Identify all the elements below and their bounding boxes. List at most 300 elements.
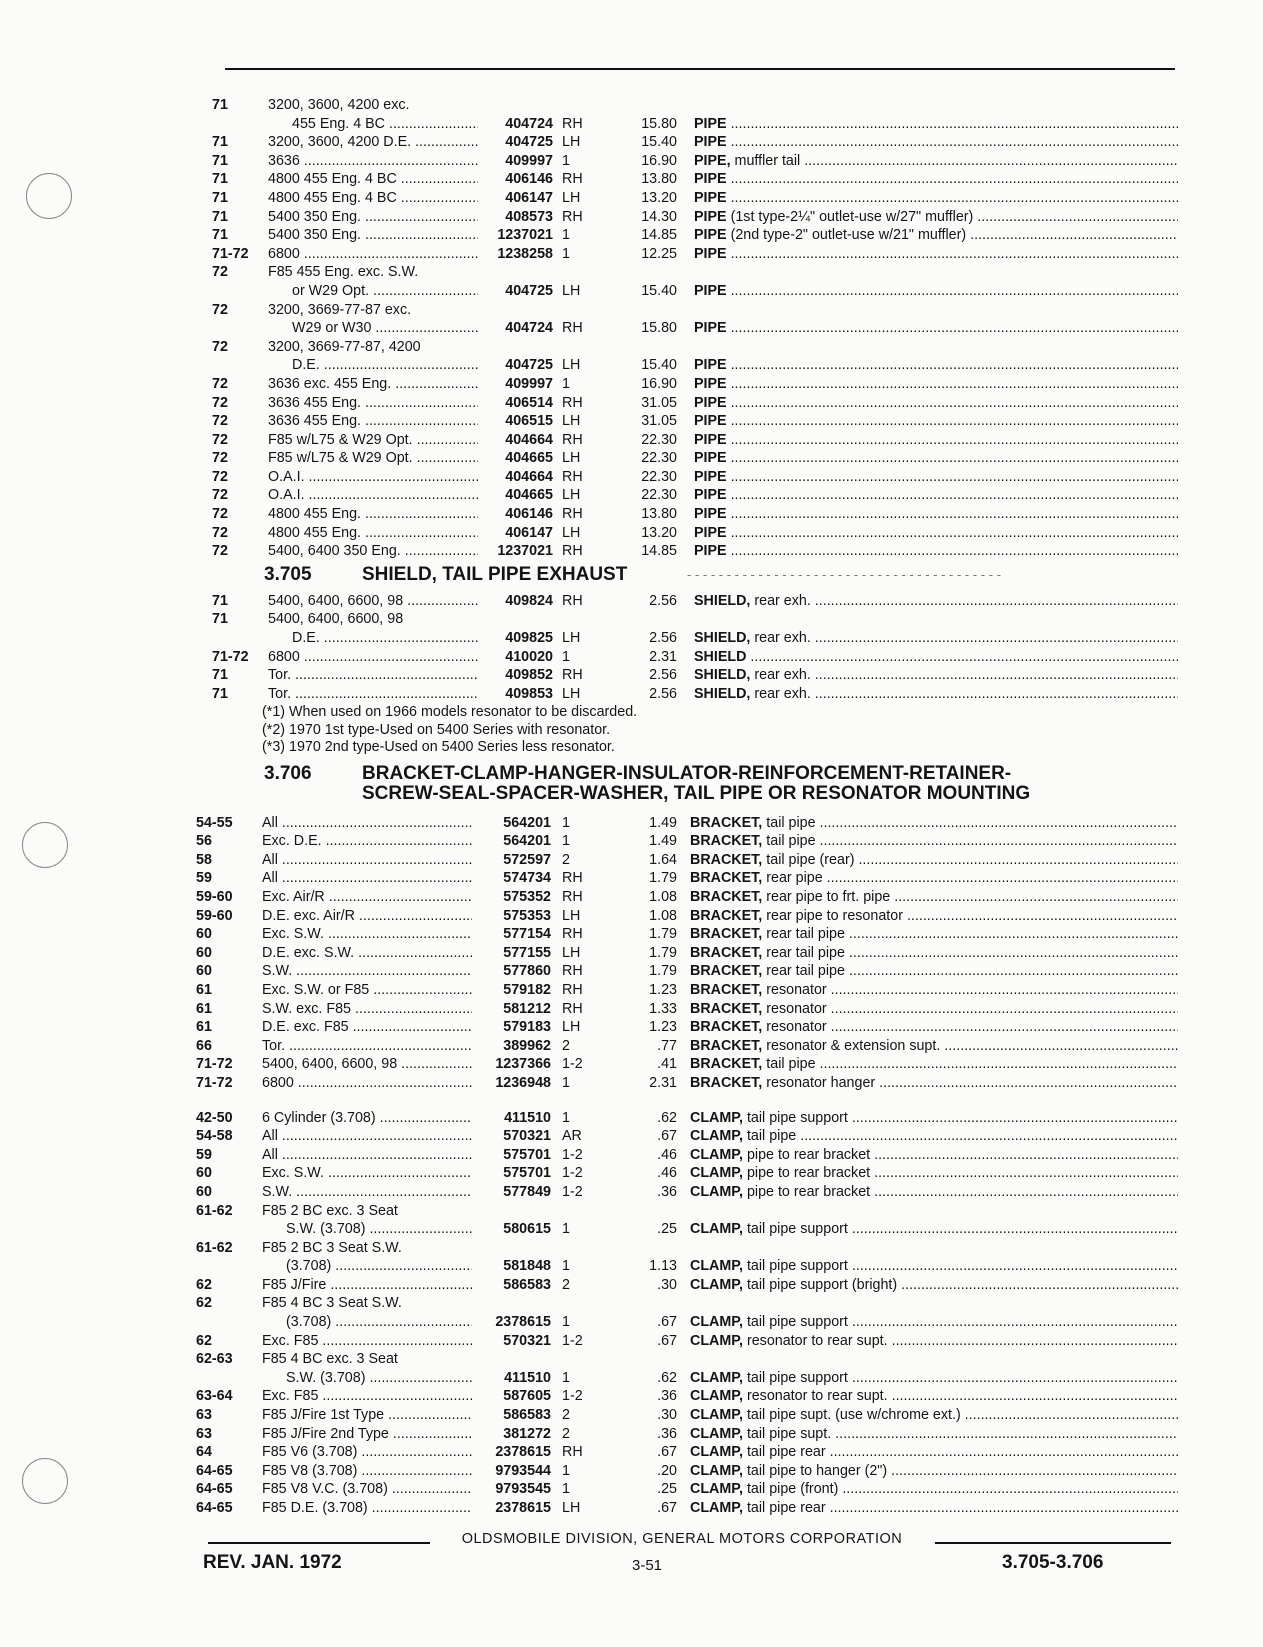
price: .67 [657, 1500, 677, 1516]
part-detail: resonator to rear supt. ..... [747, 1333, 1178, 1349]
model-year: 71 [212, 227, 228, 244]
quantity: RH [562, 431, 583, 448]
description [694, 226, 1178, 245]
parts-row [212, 282, 1180, 301]
application: 5400, 6400, 6600, 98 [268, 611, 404, 628]
part-name: CLAMP, [690, 1183, 743, 1200]
model-year: 71 [212, 667, 228, 684]
model-year: 63-64 [196, 1388, 233, 1405]
part-detail [731, 395, 1178, 411]
part-number: 409997 [505, 375, 553, 392]
part-detail [731, 487, 1178, 503]
description [690, 1332, 1178, 1351]
price: .30 [657, 1276, 677, 1293]
price: 1.33 [649, 1000, 677, 1017]
price: 1.64 [649, 851, 677, 868]
quantity: LH [562, 134, 581, 151]
application: 455 Eng. 4 BC ..... [292, 115, 478, 134]
description [694, 629, 1178, 648]
part-name: PIPE [694, 357, 727, 374]
price: 2.56 [649, 592, 677, 609]
parts-row [212, 505, 1180, 524]
quantity: RH [562, 981, 583, 998]
description [690, 851, 1178, 870]
model-year: 59-60 [196, 889, 233, 905]
description [690, 907, 1178, 926]
part-name: SHIELD, [694, 667, 751, 684]
price: 22.30 [641, 487, 677, 504]
quantity: RH [562, 667, 583, 684]
part-detail: rear exh. ..... [754, 667, 1178, 683]
parts-row [196, 907, 1180, 926]
part-detail [731, 525, 1178, 541]
section-heading-3-705 [212, 565, 1180, 589]
quantity: 1 [562, 814, 570, 831]
part-number: 564201 [503, 833, 551, 850]
description [694, 412, 1178, 431]
description [694, 394, 1178, 413]
model-year: 64-65 [196, 1481, 233, 1498]
application: S.W. (3.708) ..... [286, 1369, 472, 1388]
part-number: 406515 [505, 413, 553, 430]
description [694, 666, 1178, 685]
description [694, 189, 1178, 208]
parts-row [196, 832, 1180, 851]
quantity: RH [562, 1000, 583, 1017]
parts-row [212, 375, 1180, 394]
application: 3200, 3669-77-87 exc. [268, 301, 412, 318]
model-year: 72 [212, 487, 228, 504]
application: S.W. ..... [262, 962, 472, 981]
parts-row [212, 542, 1180, 561]
description [690, 1037, 1178, 1056]
part-number: 404664 [505, 468, 553, 485]
quantity: 1 [562, 152, 570, 169]
quantity: LH [562, 630, 581, 647]
quantity: 1 [562, 648, 570, 665]
quantity: 1-2 [562, 1056, 583, 1073]
footnotes [212, 704, 1180, 756]
description [690, 962, 1178, 981]
quantity: 1-2 [562, 1165, 583, 1182]
part-name: CLAMP, [690, 1462, 743, 1479]
description [690, 1313, 1178, 1332]
price: .67 [657, 1128, 677, 1145]
quantity: 1 [562, 227, 570, 244]
price: .30 [657, 1407, 677, 1424]
model-year: 72 [212, 375, 228, 392]
parts-row [212, 685, 1180, 704]
price: .46 [657, 1146, 677, 1163]
quantity: 2 [562, 1276, 570, 1293]
part-detail [731, 320, 1178, 336]
part-detail [731, 506, 1178, 522]
description [690, 1183, 1178, 1202]
part-number: 586583 [503, 1407, 551, 1424]
application: 6800 ..... [268, 648, 478, 667]
footer-rule [208, 1542, 430, 1544]
part-number: 406514 [505, 394, 553, 411]
price: .36 [657, 1183, 677, 1200]
part-detail [731, 432, 1178, 448]
parts-row [212, 394, 1180, 413]
application: Tor. ..... [268, 685, 478, 704]
description [694, 431, 1178, 450]
part-detail [731, 283, 1178, 299]
application: 4800 455 Eng. 4 BC ..... [268, 189, 478, 208]
part-name: PIPE [694, 189, 727, 206]
parts-row [196, 1350, 1180, 1369]
description [690, 1055, 1178, 1074]
price: 22.30 [641, 450, 677, 467]
part-number: 409824 [505, 592, 553, 609]
price: 1.08 [649, 907, 677, 924]
model-year: 59 [196, 1146, 212, 1163]
model-year: 63 [196, 1425, 212, 1442]
quantity: 2 [562, 1407, 570, 1424]
part-number: 406147 [505, 189, 553, 206]
parts-row [196, 944, 1180, 963]
application: 5400, 6400, 6600, 98 ..... [262, 1055, 472, 1074]
quantity: LH [562, 685, 581, 702]
parts-row [212, 468, 1180, 487]
description [690, 1425, 1178, 1444]
part-name: BRACKET, [690, 926, 763, 943]
application: 4800 455 Eng. ..... [268, 524, 478, 543]
part-detail [731, 543, 1178, 559]
application: 6800 ..... [262, 1074, 472, 1093]
part-number: 2378615 [495, 1314, 551, 1331]
part-detail: tail pipe ..... [766, 815, 1178, 831]
parts-row [212, 301, 1180, 320]
application: 3636 455 Eng. ..... [268, 412, 478, 431]
quantity: LH [562, 907, 581, 924]
part-detail: rear exh. ..... [754, 686, 1178, 702]
part-detail: tail pipe support ..... [747, 1314, 1178, 1330]
part-detail: resonator to rear supt. ..... [747, 1388, 1178, 1404]
part-name: PIPE [694, 543, 727, 560]
description [694, 524, 1178, 543]
part-name: PIPE [694, 413, 727, 430]
part-number: 410020 [505, 648, 553, 665]
parts-row [196, 1202, 1180, 1221]
price: 2.56 [649, 667, 677, 684]
parts-row [212, 319, 1180, 338]
parts-row [212, 592, 1180, 611]
application: All ..... [262, 1127, 472, 1146]
model-year: 54-58 [196, 1128, 233, 1145]
quantity: 1 [562, 1258, 570, 1275]
model-year: 72 [212, 413, 228, 430]
model-year: 61 [196, 1019, 212, 1036]
quantity: 1-2 [562, 1146, 583, 1163]
description [694, 319, 1178, 338]
quantity: 1 [562, 1074, 570, 1091]
description [694, 648, 1178, 667]
application: F85 4 BC 3 Seat S.W. [262, 1295, 402, 1312]
description [694, 542, 1178, 561]
application: 5400 350 Eng. ..... [268, 226, 478, 245]
quantity: LH [562, 1019, 581, 1036]
section-reference: 3.705-3.706 [1002, 1552, 1104, 1573]
application: F85 J/Fire 1st Type ..... [262, 1406, 472, 1425]
model-year: 72 [212, 264, 228, 281]
part-number: 409825 [505, 630, 553, 647]
part-number: 577154 [503, 926, 551, 943]
model-year: 72 [212, 506, 228, 523]
price: 2.56 [649, 630, 677, 647]
application: S.W. (3.708) ..... [286, 1220, 472, 1239]
application: All ..... [262, 814, 472, 833]
parts-row [196, 1406, 1180, 1425]
part-number: 1237366 [495, 1056, 551, 1073]
part-number: 411510 [504, 1109, 551, 1126]
parts-row [196, 1055, 1180, 1074]
part-number: 381272 [503, 1425, 551, 1442]
model-year: 72 [212, 543, 228, 560]
part-detail: tail pipe support ..... [747, 1258, 1178, 1274]
part-detail: tail pipe (rear) ..... [766, 852, 1178, 868]
model-year: 60 [196, 1165, 212, 1182]
application: F85 455 Eng. exc. S.W. [268, 264, 419, 281]
application: 3200, 3600, 4200 exc. [268, 97, 410, 113]
model-year: 62-63 [196, 1351, 233, 1368]
part-detail: tail pipe (front) ..... [747, 1481, 1178, 1497]
part-detail [731, 450, 1178, 466]
price: 13.20 [641, 524, 677, 541]
parts-row [196, 1480, 1180, 1499]
part-detail: muffler tail ..... [735, 153, 1178, 169]
price: 31.05 [641, 394, 677, 411]
parts-row [212, 412, 1180, 431]
parts-row [212, 486, 1180, 505]
quantity: 1-2 [562, 1332, 583, 1349]
description [694, 375, 1178, 394]
quantity: LH [562, 282, 581, 299]
footer-corporation: OLDSMOBILE DIVISION, GENERAL MOTORS CORPORATION [461, 1531, 903, 1547]
application: Tor. ..... [268, 666, 478, 685]
parts-row [212, 629, 1180, 648]
part-name: CLAMP, [690, 1128, 743, 1145]
part-detail [731, 116, 1178, 132]
part-number: 574734 [503, 870, 551, 887]
model-year: 71 [212, 592, 228, 609]
application: F85 4 BC exc. 3 Seat [262, 1351, 398, 1368]
part-number: 575352 [503, 889, 551, 905]
quantity: LH [562, 1500, 581, 1516]
application: 4800 455 Eng. ..... [268, 505, 478, 524]
part-detail: tail pipe ..... [766, 833, 1178, 849]
part-number: 580615 [503, 1221, 551, 1238]
part-detail: tail pipe supt. (use w/chrome ext.) ..... [747, 1407, 1178, 1423]
part-name: CLAMP, [690, 1276, 743, 1293]
part-name: PIPE [694, 208, 727, 225]
part-name: SHIELD [694, 648, 747, 665]
part-name: BRACKET, [690, 944, 763, 961]
quantity: 1 [562, 1314, 570, 1331]
description [694, 449, 1178, 468]
part-number: 404724 [505, 320, 553, 337]
quantity: RH [562, 1444, 583, 1461]
model-year: 61 [196, 1000, 212, 1017]
application: All ..... [262, 851, 472, 870]
model-year: 60 [196, 963, 212, 980]
part-name: PIPE [694, 282, 727, 299]
price: .67 [657, 1444, 677, 1461]
quantity: RH [562, 208, 583, 225]
application: 5400, 6400 350 Eng. ..... [268, 542, 478, 561]
quantity: 2 [562, 851, 570, 868]
description [690, 1074, 1178, 1093]
price: 1.08 [649, 889, 677, 905]
part-name: PIPE [694, 468, 727, 485]
application: F85 2 BC 3 Seat S.W. [262, 1239, 402, 1256]
parts-row [212, 356, 1180, 375]
parts-row [196, 1499, 1180, 1518]
quantity: 1 [562, 833, 570, 850]
part-name: CLAMP, [690, 1109, 743, 1126]
price: 1.23 [649, 981, 677, 998]
part-number: 575353 [503, 907, 551, 924]
application: O.A.I. ..... [268, 468, 478, 487]
section-number: 3.705 [264, 563, 312, 585]
description [690, 1276, 1178, 1295]
part-detail: tail pipe support ..... [747, 1110, 1178, 1126]
application: 3636 ..... [268, 152, 478, 171]
part-name: SHIELD, [694, 685, 751, 702]
dashed-leader: - - - - - - - - - - - - - - - - - - - - - - - - - - - - - - - - - - - - - - - - [687, 566, 1002, 582]
quantity: RH [562, 506, 583, 523]
description [690, 925, 1178, 944]
quantity: 1 [562, 1109, 570, 1126]
price: 13.80 [641, 171, 677, 188]
price: 14.30 [641, 208, 677, 225]
parts-row [196, 888, 1180, 907]
parts-row [212, 1257, 1180, 1276]
parts-row [196, 869, 1180, 888]
price: 14.85 [641, 227, 677, 244]
part-name: CLAMP, [690, 1165, 743, 1182]
price: 14.85 [641, 543, 677, 560]
part-number: 564201 [503, 814, 551, 831]
binder-hole [22, 822, 68, 868]
application: 6 Cylinder (3.708) ..... [262, 1109, 472, 1128]
price: .77 [657, 1037, 677, 1054]
part-name: PIPE [694, 506, 727, 523]
quantity: LH [562, 413, 581, 430]
application: D.E. ..... [292, 629, 478, 648]
description [690, 1109, 1178, 1128]
section-title: SHIELD, TAIL PIPE EXHAUST [362, 563, 628, 585]
part-detail: tail pipe support ..... [747, 1221, 1178, 1237]
model-year: 71-72 [196, 1056, 233, 1073]
part-detail: tail pipe support ..... [747, 1370, 1178, 1386]
description [690, 1369, 1178, 1388]
part-number: 409853 [505, 685, 553, 702]
price: 1.79 [649, 926, 677, 943]
part-name: CLAMP, [690, 1481, 743, 1498]
quantity: 1 [562, 1462, 570, 1479]
description [694, 133, 1178, 152]
application: Exc. S.W. or F85 ..... [262, 981, 472, 1000]
application: F85 D.E. (3.708) ..... [262, 1499, 472, 1518]
application: F85 J/Fire 2nd Type ..... [262, 1425, 472, 1444]
part-name: CLAMP, [690, 1407, 743, 1424]
application: Exc. S.W. ..... [262, 925, 472, 944]
parts-row [212, 226, 1180, 245]
quantity: RH [562, 889, 583, 905]
price: .25 [657, 1481, 677, 1498]
part-number: 570321 [503, 1128, 551, 1145]
part-detail: rear pipe to resonator ..... [766, 908, 1178, 924]
model-year: 59 [196, 870, 212, 887]
part-number: 9793544 [495, 1462, 551, 1479]
description [690, 1387, 1178, 1406]
model-year: 71-72 [196, 1074, 233, 1091]
application: Tor. ..... [262, 1037, 472, 1056]
application: Exc. S.W. ..... [262, 1164, 472, 1183]
part-detail: (2nd type-2" outlet-use w/21" muffler) ..... [731, 227, 1178, 243]
part-number: 579182 [503, 981, 551, 998]
description [690, 1406, 1178, 1425]
price: 15.40 [641, 134, 677, 151]
quantity: LH [562, 450, 581, 467]
price: 2.31 [649, 1074, 677, 1091]
part-detail: tail pipe supt. ..... [747, 1426, 1178, 1442]
part-name: BRACKET, [690, 981, 763, 998]
part-name: BRACKET, [690, 1000, 763, 1017]
part-number: 570321 [503, 1332, 551, 1349]
parts-row [212, 263, 1180, 282]
application: 3636 exc. 455 Eng. ..... [268, 375, 478, 394]
price: 2.31 [649, 648, 677, 665]
part-name: BRACKET, [690, 1074, 763, 1091]
model-year: 61 [196, 981, 212, 998]
part-detail: resonator ..... [766, 1001, 1178, 1017]
part-name: PIPE [694, 450, 727, 467]
part-name: BRACKET, [690, 889, 763, 905]
parts-row [212, 170, 1180, 189]
part-detail: resonator ..... [766, 1019, 1178, 1035]
part-number: 577860 [503, 963, 551, 980]
part-number: 581212 [503, 1000, 551, 1017]
part-name: BRACKET, [690, 833, 763, 850]
application: F85 w/L75 & W29 Opt. ..... [268, 431, 478, 450]
quantity: 2 [562, 1037, 570, 1054]
part-detail: rear pipe to frt. pipe ..... [766, 889, 1178, 905]
part-detail: (1st type-2¼" outlet-use w/27" muffler) ..... [731, 209, 1178, 225]
quantity: 1 [562, 1481, 570, 1498]
part-name: PIPE [694, 227, 727, 244]
application: 3200, 3600, 4200 D.E. ..... [268, 133, 478, 152]
model-year: 71-72 [212, 245, 249, 262]
parts-row [196, 1239, 1180, 1258]
parts-row [212, 189, 1180, 208]
description [694, 685, 1178, 704]
part-detail [731, 171, 1178, 187]
application: F85 V6 (3.708) ..... [262, 1443, 472, 1462]
quantity: RH [562, 468, 583, 485]
model-year: 61-62 [196, 1239, 233, 1256]
description [690, 814, 1178, 833]
section-title-line-1: BRACKET-CLAMP-HANGER-INSULATOR-REINFORCEMENT-RETAINER- [362, 762, 1012, 784]
parts-row [196, 1276, 1180, 1295]
parts-row [196, 1443, 1180, 1462]
part-detail: pipe to rear bracket ..... [747, 1165, 1178, 1181]
description [690, 1257, 1178, 1276]
price: 1.49 [649, 833, 677, 850]
quantity: RH [562, 592, 583, 609]
